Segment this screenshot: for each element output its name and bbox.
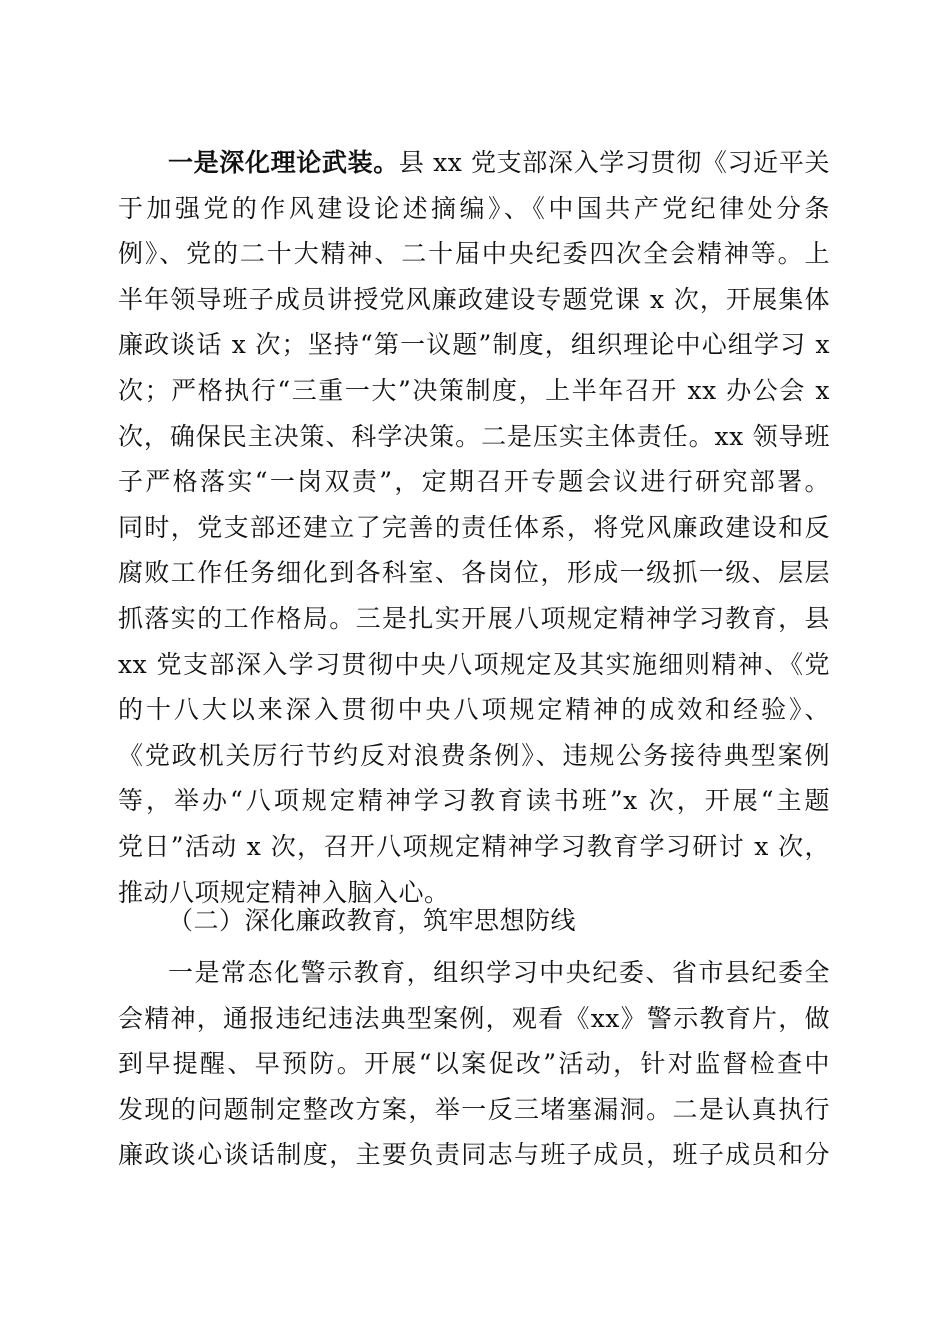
text-line: 会精神，通报违纪违法典型案例，观看《xx》警示教育片，做 [118,1003,830,1033]
section-heading: （二）深化廉政教育，筑牢思想防线 [168,906,577,935]
text-line: xx 党支部深入学习贯彻中央八项规定及其实施细则精神、《党 [118,649,830,679]
line-text: 县 xx 党支部深入学习贯彻《习近平关 [398,148,830,177]
text-line: 同时，党支部还建立了完善的责任体系，将党风廉政建设和反 [118,512,830,542]
text-line: 发现的问题制定整改方案，举一反三堵塞漏洞。二是认真执行 [118,1094,830,1124]
text-line: 次；严格执行“三重一大”决策制度，上半年召开 xx 办公会 x [118,375,830,405]
text-line: 党日”活动 x 次，召开八项规定精神学习教育学习研讨 x 次， [118,831,830,861]
text-line: 等，举办“八项规定精神学习教育读书班”x 次，开展“主题 [118,786,830,816]
text-line: 到早提醒、早预防。开展“以案促改”活动，针对监督检查中 [118,1049,830,1079]
text-line: 廉政谈话 x 次；坚持“第一议题”制度，组织理论中心组学习 x [118,330,830,360]
text-line: 腐败工作任务细化到各科室、各岗位，形成一级抓一级、层层 [118,558,830,588]
text-line: 例》、党的二十大精神、二十届中央纪委四次全会精神等。上 [118,239,830,269]
text-line [118,140,830,186]
text-line: 一是常态化警示教育，组织学习中央纪委、省市县纪委全 [168,958,830,987]
text-line: 推动八项规定精神入脑入心。 [118,877,450,907]
lead-phrase: 一是深化理论武装。 [168,148,399,177]
text-line: 《党政机关厉行节约反对浪费条例》、违规公务接待典型案例 [118,740,830,770]
text-line: 半年领导班子成员讲授党风廉政建设专题党课 x 次，开展集体 [118,284,830,314]
text-line: 抓落实的工作格局。三是扎实开展八项规定精神学习教育，县 [118,603,830,633]
text-line: 次，确保民主决策、科学决策。二是压实主体责任。xx 领导班 [118,421,830,451]
text-line: 廉政谈心谈话制度，主要负责同志与班子成员，班子成员和分 [118,1140,830,1170]
text-line: 于加强党的作风建设论述摘编》、《中国共产党纪律处分条 [118,193,830,223]
text-line: 的十八大以来深入贯彻中央八项规定精神的成效和经验》、 [118,695,830,725]
paragraph-theory-study [118,140,830,915]
paragraph-warning-education [118,950,830,1178]
text-line: 子严格落实“一岗双责”，定期召开专题会议进行研究部署。 [118,467,830,497]
